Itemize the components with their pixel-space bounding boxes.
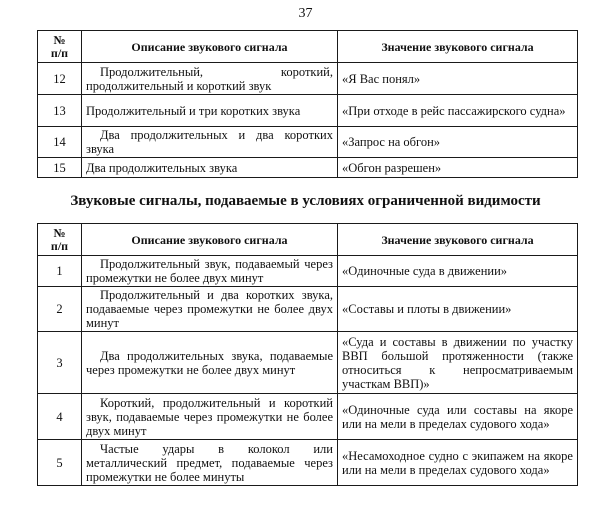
row-number: 2 xyxy=(38,287,82,332)
table-row xyxy=(38,95,578,127)
header-number-abbr: п/п xyxy=(50,45,69,60)
table-row xyxy=(38,440,578,486)
row-meaning: «Несамоходное судно с экипажем на якоре или на мели в пределах судового хода» xyxy=(338,440,578,486)
table-row xyxy=(38,127,578,158)
page-number: 37 xyxy=(298,6,313,21)
row-description: Частые удары в колокол или металлический предмет, подаваемые через промежутки не более минуты xyxy=(82,440,338,486)
row-description: Два продолжительных звука, подаваемые через промежутки не более двух минут xyxy=(82,332,338,394)
header-number-sign: № xyxy=(53,225,66,240)
row-meaning: «Одиночные суда в движении» xyxy=(338,256,578,287)
header-number-abbr: п/п xyxy=(50,238,69,253)
table-row xyxy=(38,394,578,440)
row-description: Продолжительный и три коротких звука xyxy=(82,95,338,127)
header-description: Описание звукового сигнала xyxy=(82,224,338,256)
table-row xyxy=(38,63,578,95)
row-description: Короткий, продолжительный и короткий звук, подаваемые через промежутки не более двух минут xyxy=(82,394,338,440)
row-meaning: «Обгон разрешен» xyxy=(338,158,578,178)
header-meaning: Значение звукового сигнала xyxy=(338,31,578,63)
row-number: 12 xyxy=(38,63,82,95)
row-description: Два продолжительных и два коротких звука xyxy=(82,127,338,158)
table-row xyxy=(38,256,578,287)
limited-visibility-signals-table xyxy=(37,223,578,486)
header-number xyxy=(38,224,82,256)
row-meaning: «Суда и составы в движении по участку ВВП большой протяженности (также относиться к непросматриваемым участкам ВВП)» xyxy=(338,332,578,394)
header-meaning: Значение звукового сигнала xyxy=(338,224,578,256)
row-description: Продолжительный, короткий, продолжительный и короткий звук xyxy=(82,63,338,95)
row-number: 13 xyxy=(38,95,82,127)
table-row xyxy=(38,287,578,332)
header-number xyxy=(38,31,82,63)
row-meaning: «Запрос на обгон» xyxy=(338,127,578,158)
row-meaning: «Я Вас понял» xyxy=(338,63,578,95)
sound-signals-table-continued xyxy=(37,30,578,178)
section-title: Звуковые сигналы, подаваемые в условиях ограниченной видимости xyxy=(70,193,541,209)
row-number: 14 xyxy=(38,127,82,158)
row-number: 4 xyxy=(38,394,82,440)
table-header-row xyxy=(38,224,578,256)
row-description: Два продолжительных звука xyxy=(82,158,338,178)
row-number: 1 xyxy=(38,256,82,287)
row-meaning: «При отходе в рейс пассажирского судна» xyxy=(338,95,578,127)
header-number-sign: № xyxy=(53,32,66,47)
row-number: 15 xyxy=(38,158,82,178)
row-number: 3 xyxy=(38,332,82,394)
table-row xyxy=(38,158,578,178)
row-description: Продолжительный и два коротких звука, подаваемые через промежутки не более двух минут xyxy=(82,287,338,332)
table-header-row xyxy=(38,31,578,63)
row-number: 5 xyxy=(38,440,82,486)
row-meaning: «Составы и плоты в движении» xyxy=(338,287,578,332)
table-row xyxy=(38,332,578,394)
row-description: Продолжительный звук, подаваемый через промежутки не более двух минут xyxy=(82,256,338,287)
header-description: Описание звукового сигнала xyxy=(82,31,338,63)
row-meaning: «Одиночные суда или составы на якоре или на мели в пределах судового хода» xyxy=(338,394,578,440)
